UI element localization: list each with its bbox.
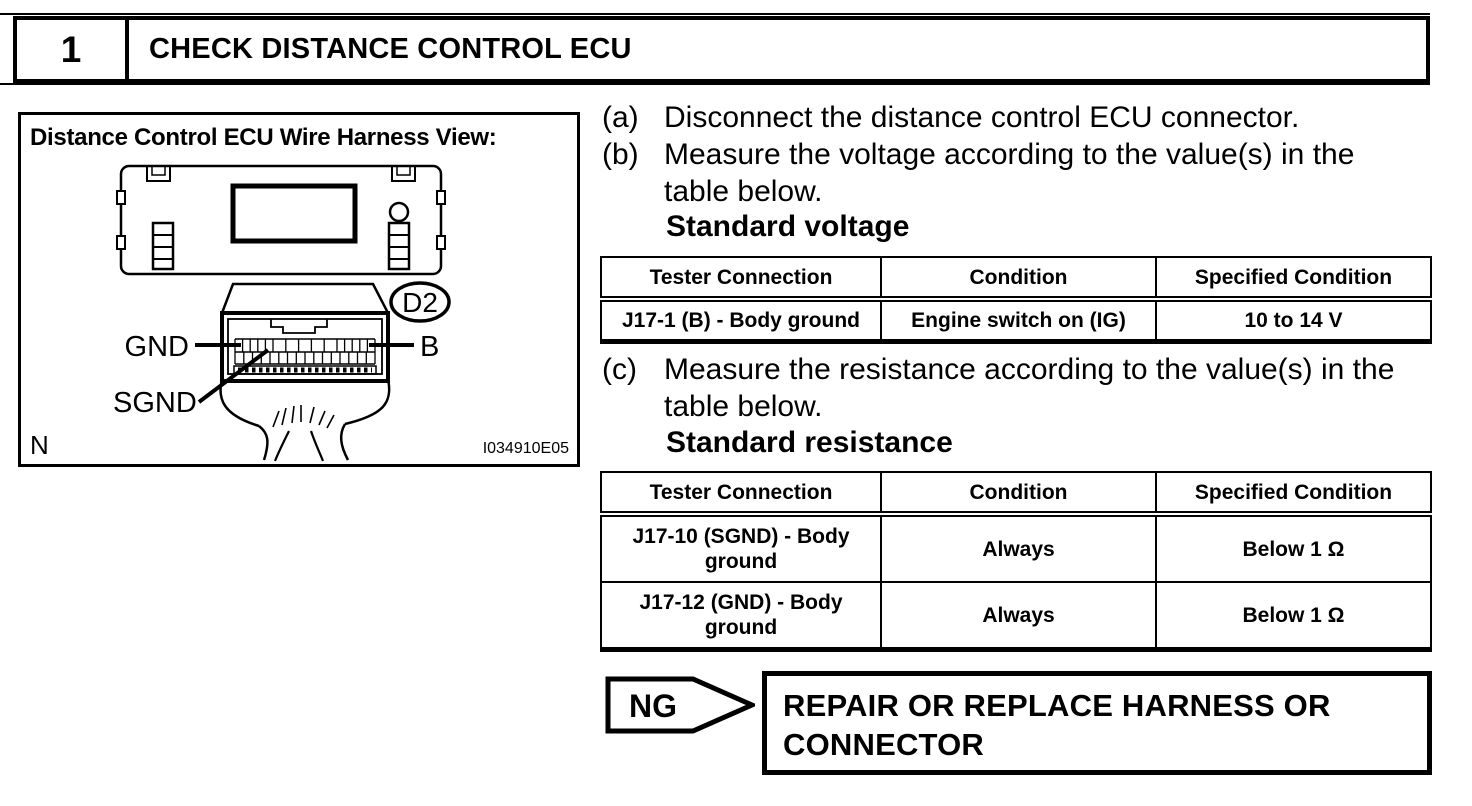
result-action-box: REPAIR OR REPLACE HARNESS OR CONNECTOR <box>762 671 1432 775</box>
figure-note: N <box>30 430 49 460</box>
specified-condition-cell: 10 to 14 V <box>1156 299 1431 342</box>
ng-verdict-arrow <box>605 676 755 734</box>
b-pin-label: B <box>420 331 440 363</box>
step-c-marker: (c) <box>602 353 637 386</box>
step-a-marker: (a) <box>602 101 639 134</box>
step-b <box>602 136 1409 210</box>
resistance-table <box>600 471 1432 652</box>
table-header-row <box>601 257 1431 299</box>
step-b-text: Measure the voltage according to the value(s) in the table below. <box>664 138 1355 208</box>
tester-connection-cell: J17-12 (GND) - Body ground <box>601 582 881 650</box>
top-rule <box>0 13 1430 15</box>
figure-box <box>18 112 580 467</box>
step-c-text: Measure the resistance according to the value(s) in the table below. <box>664 353 1395 423</box>
col-header-tester-connection: Tester Connection <box>601 472 881 514</box>
condition-cell: Engine switch on (IG) <box>881 299 1156 342</box>
col-header-specified-condition: Specified Condition <box>1156 257 1431 299</box>
wire-hatch-marks <box>273 405 334 428</box>
tester-connection-cell: J17-10 (SGND) - Body ground <box>601 514 881 582</box>
connector-id-badge <box>391 283 449 321</box>
connector-id-label: D2 <box>402 287 438 318</box>
figure-code: I034910E05 <box>482 440 569 457</box>
table-header-row <box>601 472 1431 514</box>
step-c <box>602 351 1409 425</box>
gnd-pin-label: GND <box>124 331 189 363</box>
specified-condition-cell: Below 1 Ω <box>1156 514 1431 582</box>
ng-verdict-label: NG <box>629 688 677 724</box>
voltage-table <box>600 256 1432 344</box>
step-b-marker: (b) <box>602 138 639 171</box>
wire-harness-figure <box>21 115 577 464</box>
standard-resistance-heading: Standard resistance <box>666 426 953 459</box>
step-header <box>13 16 1430 83</box>
table-row <box>601 299 1431 342</box>
col-header-tester-connection: Tester Connection <box>601 257 881 299</box>
step-title: CHECK DISTANCE CONTROL ECU <box>149 33 632 65</box>
figure-title: Distance Control ECU Wire Harness View: <box>30 124 497 151</box>
step-number: 1 <box>17 20 129 79</box>
connector-drawing <box>220 284 389 461</box>
col-header-condition: Condition <box>881 472 1156 514</box>
condition-cell: Always <box>881 582 1156 650</box>
sgnd-pin-label: SGND <box>113 387 197 419</box>
ecu-unit-drawing <box>117 166 445 274</box>
step-a-text: Disconnect the distance control ECU connector. <box>664 101 1300 134</box>
condition-cell: Always <box>881 514 1156 582</box>
col-header-condition: Condition <box>881 257 1156 299</box>
col-header-specified-condition: Specified Condition <box>1156 472 1431 514</box>
step-a <box>602 99 1409 136</box>
table-row <box>601 514 1431 582</box>
standard-voltage-heading: Standard voltage <box>666 210 910 243</box>
header-bottom-rule <box>0 83 1430 85</box>
specified-condition-cell: Below 1 Ω <box>1156 582 1431 650</box>
tester-connection-cell: J17-1 (B) - Body ground <box>601 299 881 342</box>
table-row <box>601 582 1431 650</box>
